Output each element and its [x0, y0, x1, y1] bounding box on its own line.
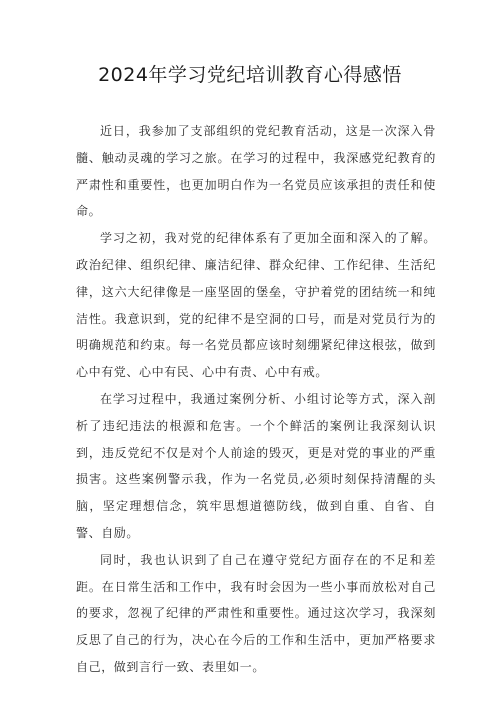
paragraph-1: 近日，我参加了支部组织的党纪教育活动，这是一次深入骨髓、触动灵魂的学习之旅。在学习的过程中，我深感党纪教育的严肃性和重要性，也更加明白作为一名党员应该承担的责任和使命。	[76, 124, 436, 219]
document-title: 2024年学习党纪培训教育心得感悟	[98, 64, 402, 86]
paragraph-3: 在学习过程中，我通过案例分析、小组讨论等方式，深入剖析了违纪违法的根源和危害。一个个鲜活的案例让我深刻认识到，违反党纪不仅是对个人前途的毁灭，更是对党的事业的严重损害。这些案例警示我，作为一名党员,必须时刻保持清醒的头脑，坚定理想信念，筑牢思想道德防线，做到自重、自省、自警、自励。	[76, 391, 436, 540]
paragraph-4: 同时，我也认识到了自己在遵守党纪方面存在的不足和差距。在日常生活和工作中，我有时会因为一些小事而放松对自己的要求，忽视了纪律的严肃性和重要性。通过这次学习，我深刻反思了自己的行为，决心在今后的工作和生活中，更加严格要求自己，做到言行一致、表里如一。	[76, 552, 436, 674]
paragraph-2: 学习之初，我对党的纪律体系有了更加全面和深入的了解。政治纪律、组织纪律、廉洁纪律、群众纪律、工作纪律、生活纪律，这六大纪律像是一座坚固的堡垒，守护着党的团结统一和纯洁性。我意识到，党的纪律不是空洞的口号，而是对党员行为的明确规范和约束。每一名党员都应该时刻绷紧纪律这根弦，做到心中有党、心中有民、心中有责、心中有戒。	[76, 231, 436, 380]
document-body	[76, 118, 436, 681]
